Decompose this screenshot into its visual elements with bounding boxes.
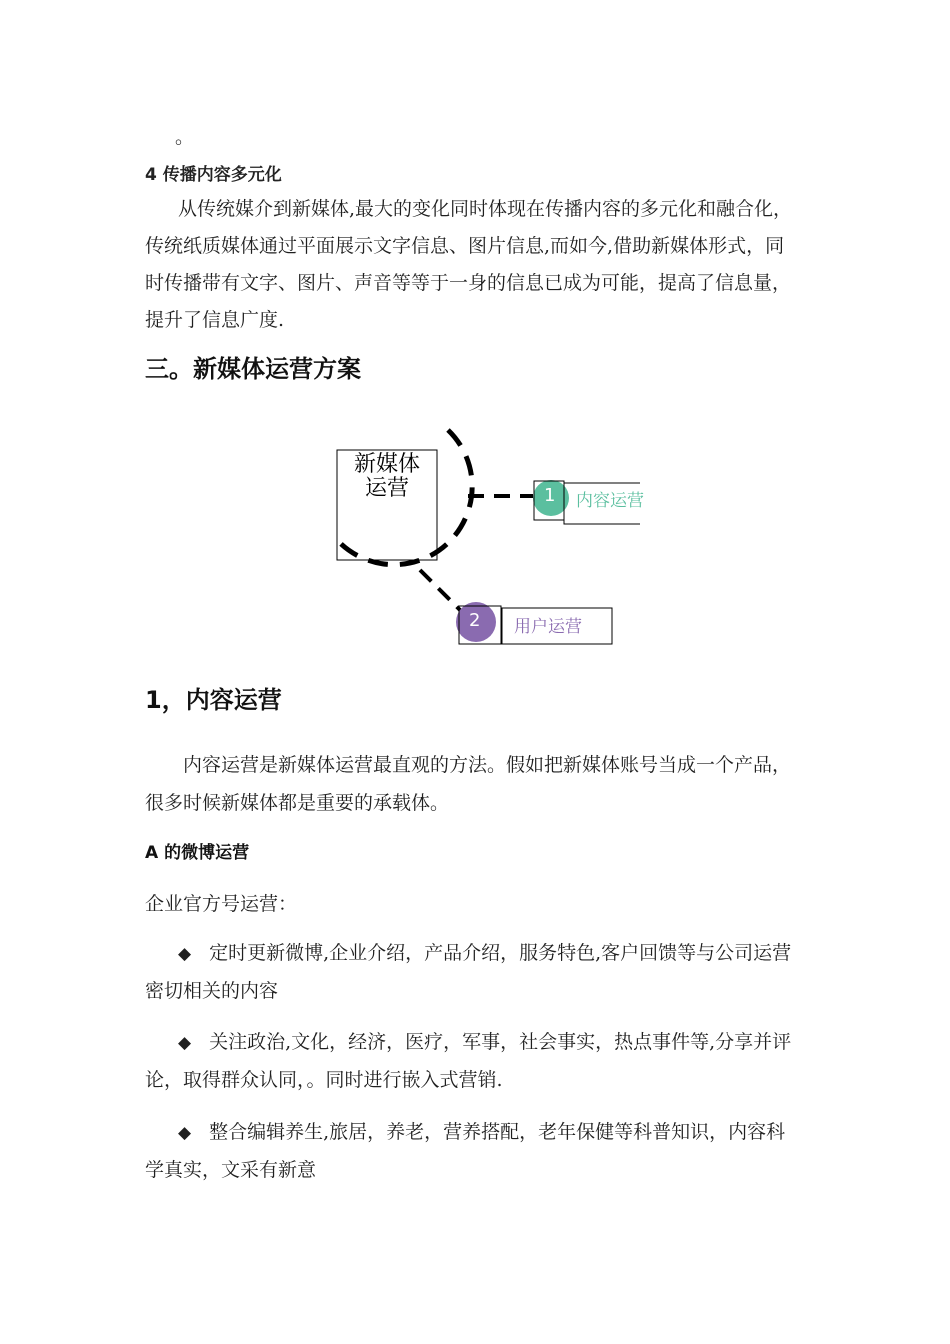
paragraph-line: 时传播带有文字、图片、声音等等于一身的信息已成为可能，提高了信息量， [145,272,792,294]
diamond-bullet-icon: ◆ [178,1033,192,1053]
section-3-heading: 三。新媒体运营方案 [145,355,361,383]
bullet-line-1 [178,1117,785,1144]
paragraph-line: 很多时候新媒体都是重要的承载体。 [145,792,450,814]
section-4-heading: 4 传播内容多元化 [145,165,282,185]
content-ops-heading: 1，内容运营 [145,686,282,714]
bullet-line-2: 学真实，文采有新意 [145,1159,317,1181]
top-mark: 。 [175,126,195,148]
node-2-number: 2 [469,610,481,631]
bullet-line-1 [178,1027,791,1054]
operations-diagram [320,420,644,660]
node-1-number: 1 [544,485,556,506]
weibo-intro: 企业官方号运营： [145,893,298,915]
connector-2 [420,570,462,612]
bullet-line-1 [178,938,791,965]
bullet-line-2: 密切相关的内容 [145,980,279,1002]
diamond-bullet-icon: ◆ [178,944,192,964]
diamond-bullet-icon: ◆ [178,1123,192,1143]
bullet-text: 整合编辑养生,旅居，养老，营养搭配，老年保健等科普知识，内容科 [209,1121,786,1143]
center-label [347,453,427,501]
bullet-text: 定时更新微博,企业介绍，产品介绍，服务特色,客户回馈等与公司运营 [209,942,792,964]
center-label-line-2: 运营 [364,476,409,501]
center-label-line-1: 新媒体 [353,452,420,477]
bullet-line-2: 论，取得群众认同，。同时进行嵌入式营销. [145,1069,503,1091]
node-2-label: 用户运营 [514,617,582,637]
weibo-heading: A 的微博运营 [145,843,250,863]
node-1-label: 内容运营 [576,491,644,511]
paragraph-line: 提升了信息广度. [145,309,285,331]
paragraph-line: 传统纸质媒体通过平面展示文字信息、图片信息,而如今,借助新媒体形式，同 [145,235,785,257]
bullet-text: 关注政治,文化，经济，医疗，军事，社会事实，热点事件等,分享并评 [209,1031,792,1053]
paragraph-line: 内容运营是新媒体运营最直观的方法。假如把新媒体账号当成一个产品， [183,754,792,776]
paragraph-line: 从传统媒介到新媒体,最大的变化同时体现在传播内容的多元化和融合化， [178,198,793,220]
